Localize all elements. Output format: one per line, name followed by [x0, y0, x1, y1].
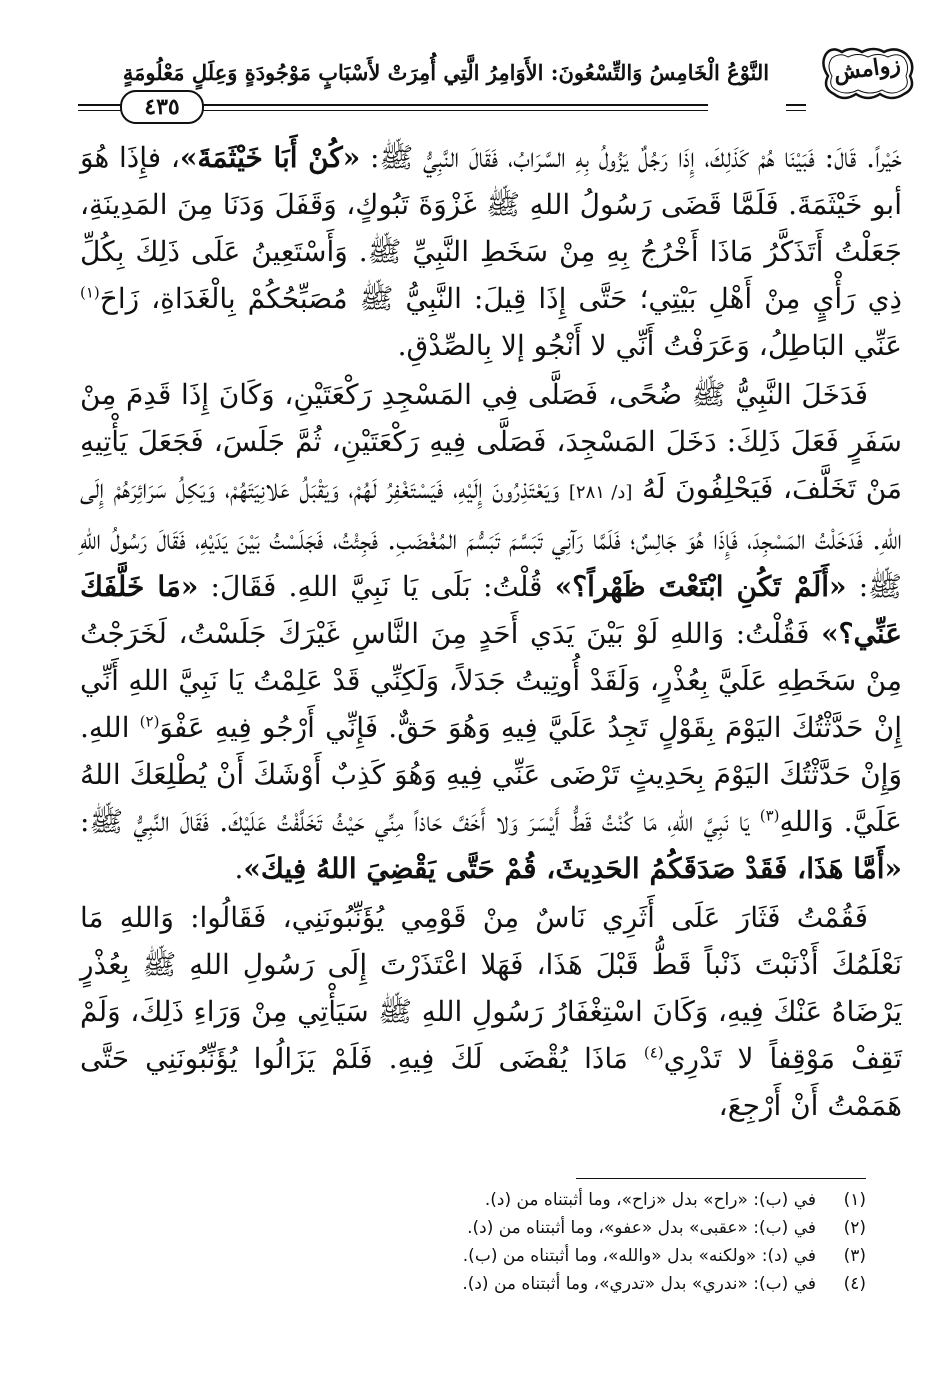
footnote [44, 1214, 866, 1242]
text-run: فَقُلْتُ: وَاللهِ لَوْ بَيْنَ يَدَي أَحَدٍ مِنَ النَّاسِ غَيْرَكَ جَلَسْتُ، لَخَرَجْتُ مِنْ سَخَطِهِ عَلَيَّ بِعُذْرٍ، وَلَقَدْ أُوتِيتُ جَدَلاً، وَلَكِنِّي قَدْ عَلِمْتُ يَا نَبِيَّ اللهِ أَنِّي إِنْ حَدَّثْتُكَ اليَوْمَ بِقَوْلٍ تَجِدُ عَلَيَّ فِيهِ وَهُوَ حَقٌّ. فَإِنِّي أَرْجُو فِيهِ عَفْوَ [80, 617, 902, 744]
footnote-number: (٤) [843, 1274, 866, 1294]
footnote-separator [576, 1178, 866, 1179]
corner-badge [818, 44, 918, 102]
footnote [44, 1186, 866, 1214]
paragraph [80, 894, 902, 1129]
footnote-text: في (ب): «راح» بدل «زاح»، وما أثبتناه من (د). [484, 1190, 816, 1210]
text-run: . [234, 852, 244, 885]
footnote [44, 1270, 866, 1298]
manuscript-reference: [د/ ٢٨١] [568, 482, 633, 503]
paragraph [80, 371, 902, 892]
text-run: وَيَعْتَذِرُونَ إِلَيْهِ، فَيَسْتَغْفِرُ لَهُمْ، وَيَقْبَلُ عَلانِيَتَهُمْ، وَيَكِلُ سَرَائِرَهُمْ إِلَى اللهِ. فَدَخَلْتُ المَسْجِدَ، فَإِذَا هُوَ جَالِسٌ؛ فَلَمَّا رَآنِي تَبَسَّمَ تَبَسُّمَ المُغْضَبِ. فَجِئْتُ، فَجَلَسْتُ بَيْنَ يَدَيْهِ، فَقَالَ رَسُولُ اللهِ ﷺ: [80, 472, 902, 603]
footnote-number: (٣) [843, 1246, 866, 1266]
footnote-marker: (٤) [643, 1043, 664, 1062]
footnote-number: (١) [843, 1190, 866, 1210]
badge-label: زوامش [831, 51, 903, 87]
text-run: عَنِّي البَاطِلُ، وَعَرَفْتُ أَنِّي لا أَنْجُو إلا بِالصِّدْقِ. [397, 329, 902, 362]
text-run: خَيْراً. قَالَ: فَبَيْنَا هُمْ كَذَلِكَ، إِذَا رَجُلٌ يَزُولُ بِهِ السَّرَابُ، فَقَالَ النَّبِيُّ ﷺ: [360, 141, 902, 174]
text-run: فَقُمْتُ فَثَارَ عَلَى أَثَرِي نَاسٌ مِنْ قَوْمِي يُؤَنِّبُونَنِي، فَقَالُوا: وَاللهِ مَا نَعْلَمُكَ أَذْنَبْتَ ذَنْباً قَطُّ قَبْلَ هَذَا، فَهَلا اعْتَذَرْتَ إِلَى رَسُولِ اللهِ ﷺ بِعُذْرٍ يَرْضَاهُ عَنْكَ فِيهِ، وَكَانَ اسْتِغْفَارُ رَسُولِ اللهِ ﷺ سَيَأْتِي مِنْ وَرَاءِ ذَلِكَ، وَلَمْ تَقِفْ مَوْقِفاً لا تَدْرِي [80, 901, 902, 1075]
footnote-number: (٢) [843, 1218, 866, 1238]
page-header [78, 40, 918, 120]
footnote-text: في (ب): «عقبى» بدل «عفو»، وما أثبتناه من (د). [467, 1218, 816, 1238]
header-rule [786, 110, 806, 111]
hadith-quote: «أَمَّا هَذَا، فَقَدْ صَدَقَكُمُ الحَدِيثَ، قُمْ حَتَّى يَقْضِيَ اللهُ فِيكَ» [243, 852, 902, 885]
page-number: ٤٣٥ [120, 90, 204, 124]
footnote-text: في (د): «ولكنه» بدل «والله»، وما أثبتناه من (ب). [462, 1246, 816, 1266]
running-title: النَّوْعُ الْخَامِسُ وَالتِّسْعُونَ: الأَوَامِرُ الَّتِي أُمِرَتْ لأَسْبَابٍ مَوْجُودَةٍ وَعِلَلٍ مَعْلُومَةٍ [122, 60, 770, 85]
footnote-marker: (١) [80, 283, 100, 302]
footnote-text: في (ب): «ندري» بدل «تدري»، وما أثبتناه من (د). [462, 1274, 816, 1294]
text-run: اللهِ. وَإِنْ حَدَّثْتُكَ اليَوْمَ بِحَدِيثٍ تَرْضَى عَنِّي فِيهِ وَهُوَ كَذِبٌ أَوْشَكَ أَنْ يُطْلِعَكَ اللهُ عَلَيَّ. وَاللهِ [80, 711, 903, 838]
footnote [44, 1242, 866, 1270]
text-run: ، فإِذَا هُوَ أبو خَيْثَمَةَ. فَلَمَّا قَضَى رَسُولُ اللهِ ﷺ غَزْوَةَ تَبُوكٍ، وَقَفَلَ وَدَنَا مِنَ المَدِينَةِ، جَعَلْتُ أَتَذَكَّرُ مَاذَا أَخْرُجُ بِهِ مِنْ سَخَطِ النَّبِيِّ ﷺ. وَأَسْتَعِينُ عَلَى ذَلِكَ بِكُلِّ ذِي رَأْيٍ مِنْ أَهْلِ بَيْتِي؛ حَتَّى إِذَا قِيلَ: النَّبِيُّ ﷺ مُصَبِّحُكُمْ بِالْغَدَاةِ، زَاحَ [80, 141, 902, 315]
header-rule [786, 104, 806, 106]
text-run: مَاذَا يُقْضَى لَكَ فِيهِ. فَلَمْ يَزَالُوا يُؤَنِّبُونَنِي حَتَّى هَمَمْتُ أَنْ أَرْجِعَ، [80, 1042, 902, 1122]
text-run: يَا نَبِيَّ اللهِ، مَا كُنْتُ قَطُّ أَيْسَرَ وَلا أَخَفَّ حَاذاً مِنِّي حَيْثُ تَخَلَّفْتُ عَلَيْكَ. فَقَالَ النَّبِيُّ ﷺ: [80, 805, 760, 838]
hadith-quote: «مَا خَلَّفَكَ عَنِّي؟» [80, 570, 902, 650]
hadith-quote: «كُنْ أَبَا خَيْثَمَةَ» [179, 141, 361, 174]
paragraph [80, 134, 902, 369]
footnote-marker: (٣) [759, 806, 780, 825]
footnote-marker: (٢) [139, 712, 160, 731]
hadith-quote: «أَلَمْ تَكُنِ ابْتَعْتَ ظَهْراً؟» [554, 570, 847, 603]
footnotes [44, 1186, 866, 1298]
text-run: فَدَخَلَ النَّبِيُّ ﷺ ضُحًى، فَصَلَّى فِي المَسْجِدِ رَكْعَتَيْنِ، وَكَانَ إِذَا قَدِمَ مِنْ سَفَرٍ فَعَلَ ذَلِكَ: دَخَلَ المَسْجِدَ، فَصَلَّى فِيهِ رَكْعَتَيْنِ، ثُمَّ جَلَسَ، فَجَعَلَ يَأْتِيهِ مَنْ تَخَلَّفَ، فَيَحْلِفُونَ لَهُ [80, 378, 902, 505]
text-run: قُلْتُ: بَلَى يَا نَبِيَّ اللهِ. فَقَالَ: [198, 570, 555, 603]
main-text [80, 134, 902, 1131]
